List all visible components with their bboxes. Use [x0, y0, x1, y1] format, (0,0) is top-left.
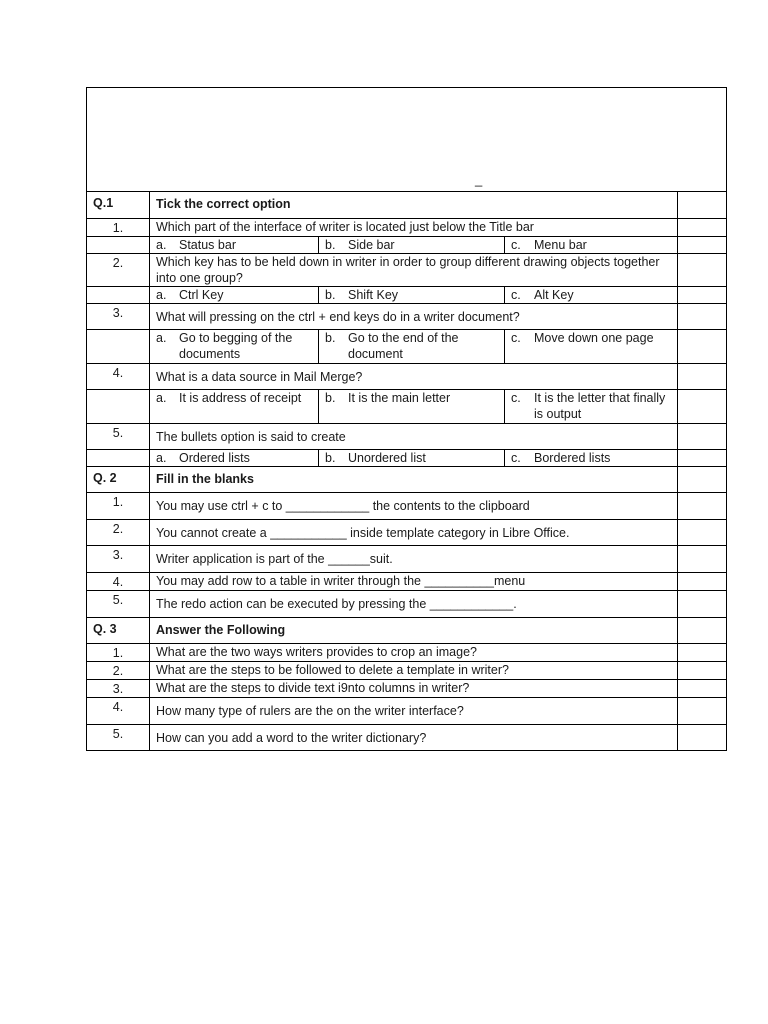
worksheet: [86, 87, 727, 751]
marks-cell: [678, 725, 727, 751]
blank-cell: [87, 450, 150, 467]
marks-cell: [678, 680, 727, 698]
question-text: What is a data source in Mail Merge?: [150, 364, 678, 390]
blank-cell: [87, 287, 150, 304]
question-text: The redo action can be executed by pressing the ____________.: [150, 591, 678, 618]
marks-cell: [678, 237, 727, 254]
option-a: a. Go to begging of the documents: [150, 330, 319, 364]
section-label: Q. 3: [87, 618, 150, 644]
section-title: Answer the Following: [150, 618, 678, 644]
marks-cell: [678, 304, 727, 330]
question-row: [87, 219, 727, 237]
question-number: 4.: [87, 364, 150, 390]
question-number: 2.: [87, 254, 150, 287]
question-row: [87, 254, 727, 287]
options-row: [87, 287, 727, 304]
option-c: c. It is the letter that finally is output: [505, 390, 678, 424]
question-text: Which part of the interface of writer is located just below the Title bar: [150, 219, 678, 237]
question-text: How many type of rulers are the on the writer interface?: [150, 698, 678, 725]
marks-cell: [678, 618, 727, 644]
marks-cell: [678, 662, 727, 680]
option-a: a. Ctrl Key: [150, 287, 319, 304]
marks-cell: [678, 450, 727, 467]
question-row: [87, 644, 727, 662]
marks-cell: [678, 192, 727, 219]
header-box: [86, 87, 727, 191]
question-row: [87, 493, 727, 520]
option-b: b. Side bar: [319, 237, 505, 254]
question-number: 5.: [87, 591, 150, 618]
question-text: What are the steps to divide text i9nto columns in writer?: [150, 680, 678, 698]
question-number: 1.: [87, 493, 150, 520]
option-b: b. Shift Key: [319, 287, 505, 304]
option-b: b. It is the main letter: [319, 390, 505, 424]
marks-cell: [678, 493, 727, 520]
question-text: The bullets option is said to create: [150, 424, 678, 450]
section-header-q2: [87, 467, 727, 493]
marks-cell: [678, 219, 727, 237]
option-b: b. Go to the end of the document: [319, 330, 505, 364]
marks-cell: [678, 390, 727, 424]
blank-cell: [87, 390, 150, 424]
marks-cell: [678, 520, 727, 546]
question-number: 1.: [87, 644, 150, 662]
header-mark: _: [475, 172, 483, 187]
section-header-q3: [87, 618, 727, 644]
question-number: 5.: [87, 424, 150, 450]
marks-cell: [678, 287, 727, 304]
question-row: [87, 591, 727, 618]
section-label: Q. 2: [87, 467, 150, 493]
options-row: [87, 237, 727, 254]
blank-cell: [87, 330, 150, 364]
option-a: a. Status bar: [150, 237, 319, 254]
blank-cell: [87, 237, 150, 254]
question-table: [86, 191, 727, 751]
question-number: 1.: [87, 219, 150, 237]
marks-cell: [678, 467, 727, 493]
question-row: [87, 304, 727, 330]
options-row: [87, 450, 727, 467]
question-number: 2.: [87, 520, 150, 546]
marks-cell: [678, 698, 727, 725]
question-text: What are the steps to be followed to delete a template in writer?: [150, 662, 678, 680]
option-c: c. Alt Key: [505, 287, 678, 304]
question-number: 4.: [87, 573, 150, 591]
question-number: 3.: [87, 680, 150, 698]
marks-cell: [678, 546, 727, 573]
question-number: 4.: [87, 698, 150, 725]
question-text: Which key has to be held down in writer in order to group different drawing objects together into one group?: [150, 254, 678, 287]
section-title: Fill in the blanks: [150, 467, 678, 493]
marks-cell: [678, 644, 727, 662]
marks-cell: [678, 330, 727, 364]
question-row: [87, 662, 727, 680]
question-text: Writer application is part of the ______suit.: [150, 546, 678, 573]
options-row: [87, 330, 727, 364]
question-text: You cannot create a ___________ inside template category in Libre Office.: [150, 520, 678, 546]
question-number: 2.: [87, 662, 150, 680]
question-row: [87, 520, 727, 546]
option-a: a. It is address of receipt: [150, 390, 319, 424]
section-label: Q.1: [87, 192, 150, 219]
question-number: 3.: [87, 546, 150, 573]
option-c: c. Move down one page: [505, 330, 678, 364]
section-title: Tick the correct option: [150, 192, 678, 219]
section-header-q1: [87, 192, 727, 219]
question-text: You may use ctrl + c to ____________ the contents to the clipboard: [150, 493, 678, 520]
marks-cell: [678, 424, 727, 450]
marks-cell: [678, 364, 727, 390]
marks-cell: [678, 254, 727, 287]
question-text: You may add row to a table in writer through the __________menu: [150, 573, 678, 591]
question-text: What are the two ways writers provides to crop an image?: [150, 644, 678, 662]
option-a: a. Ordered lists: [150, 450, 319, 467]
question-row: [87, 364, 727, 390]
question-number: 3.: [87, 304, 150, 330]
question-row: [87, 698, 727, 725]
option-c: c. Bordered lists: [505, 450, 678, 467]
option-c: c. Menu bar: [505, 237, 678, 254]
marks-cell: [678, 591, 727, 618]
question-text: What will pressing on the ctrl + end keys do in a writer document?: [150, 304, 678, 330]
option-b: b. Unordered list: [319, 450, 505, 467]
question-number: 5.: [87, 725, 150, 751]
question-text: How can you add a word to the writer dictionary?: [150, 725, 678, 751]
marks-cell: [678, 573, 727, 591]
question-row: [87, 680, 727, 698]
question-row: [87, 725, 727, 751]
question-row: [87, 424, 727, 450]
question-row: [87, 546, 727, 573]
options-row: [87, 390, 727, 424]
question-row: [87, 573, 727, 591]
